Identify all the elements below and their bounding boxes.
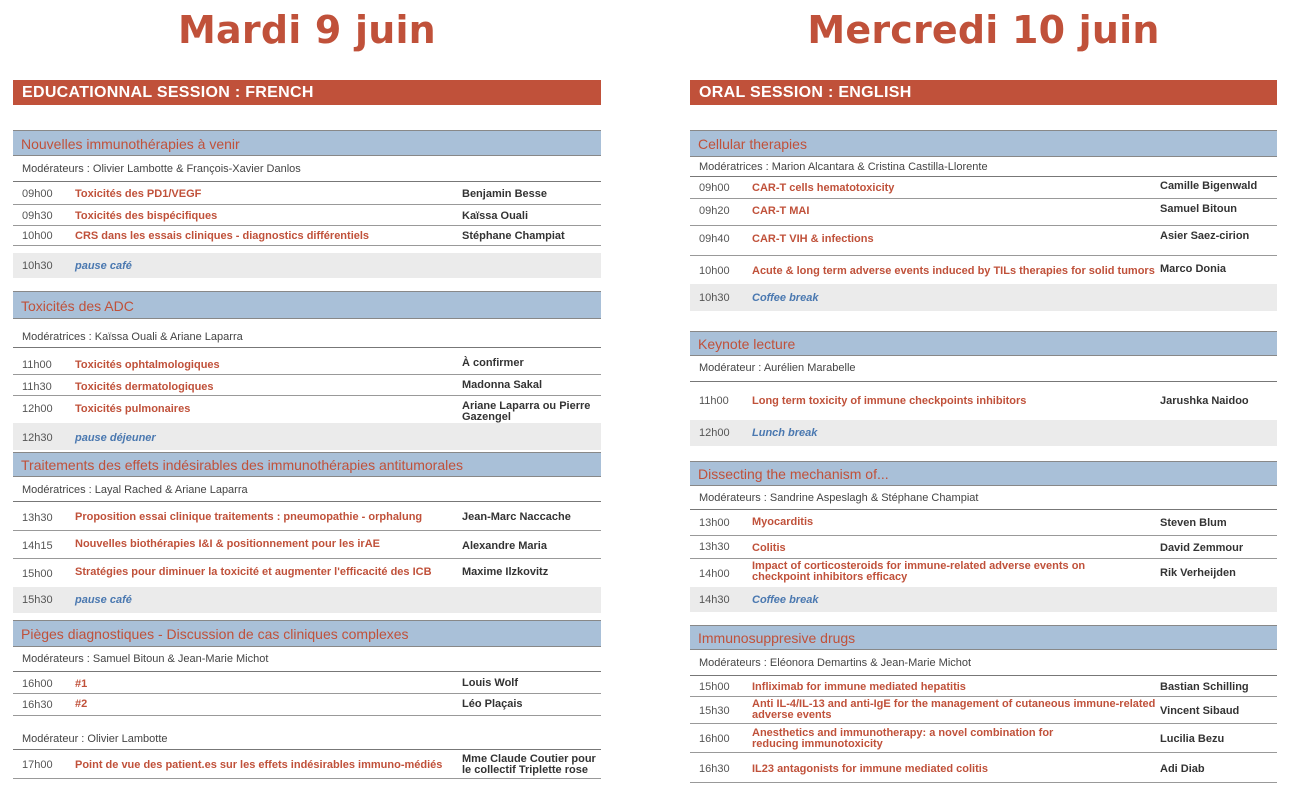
row-time: 15h00 <box>22 568 53 580</box>
session-row <box>690 383 1277 420</box>
row-time: 10h30 <box>699 292 730 304</box>
row-time: 10h00 <box>699 265 730 277</box>
session-row <box>690 753 1277 783</box>
session-row <box>13 375 601 396</box>
session-row <box>690 724 1277 753</box>
row-speaker: Ariane Laparra ou Pierre Gazengel <box>462 400 591 423</box>
session-row <box>690 199 1277 226</box>
day-column-tuesday <box>13 0 601 795</box>
session-row <box>13 531 601 559</box>
row-time: 12h00 <box>699 427 730 439</box>
session-row <box>13 226 601 246</box>
row-time: 13h30 <box>699 541 730 553</box>
row-time: 11h00 <box>22 359 52 371</box>
row-time: 16h00 <box>699 733 730 745</box>
section-header: Toxicités des ADC <box>13 291 601 319</box>
row-title: CAR-T VIH & infections <box>752 233 874 245</box>
row-title: pause café <box>75 260 132 272</box>
row-speaker: Maxime Ilzkovitz <box>462 566 549 578</box>
row-title: CAR-T MAI <box>752 205 810 217</box>
row-speaker: Samuel Bitoun <box>1160 203 1238 215</box>
moderators: Modérateur : Olivier Lambotte <box>13 728 601 750</box>
row-time: 16h30 <box>22 699 53 711</box>
session-row <box>13 205 601 226</box>
row-title: Anesthetics and immunotherapy: a novel combination for reducing immunotoxicity <box>752 727 1054 750</box>
session-banner: ORAL SESSION : ENGLISH <box>690 80 1277 105</box>
row-speaker: Jarushka Naidoo <box>1160 395 1249 407</box>
session-row <box>13 183 601 205</box>
session-row <box>13 353 601 375</box>
row-time: 14h15 <box>22 540 53 552</box>
session-row <box>690 511 1277 536</box>
session-row <box>690 697 1277 724</box>
section-header: Nouvelles immunothérapies à venir <box>13 130 601 156</box>
row-title: Coffee break <box>752 292 819 304</box>
session-row <box>690 677 1277 697</box>
row-title: pause café <box>75 594 132 606</box>
break-row <box>690 587 1277 612</box>
break-row <box>13 253 601 278</box>
row-time: 09h00 <box>22 188 53 200</box>
row-speaker: Steven Blum <box>1160 517 1227 529</box>
moderators: Modérateurs : Olivier Lambotte & François-Xavier Danlos <box>13 157 601 182</box>
row-time: 16h00 <box>22 678 53 690</box>
moderators: Modératrices : Marion Alcantara & Cristina Castilla-Llorente <box>690 158 1277 177</box>
session-row <box>13 559 601 586</box>
row-title: Nouvelles biothérapies I&I & positionnement pour les irAE <box>75 538 380 550</box>
row-speaker: David Zemmour <box>1160 542 1244 554</box>
moderators: Modérateurs : Eléonora Demartins & Jean-Marie Michot <box>690 651 1277 676</box>
row-title: Stratégies pour diminuer la toxicité et augmenter l'efficacité des ICB <box>75 566 432 578</box>
row-time: 09h30 <box>22 210 53 222</box>
row-title: CRS dans les essais cliniques - diagnostics différentiels <box>75 230 370 242</box>
session-row <box>13 396 601 423</box>
row-speaker: Madonna Sakal <box>462 379 543 391</box>
row-speaker: Rik Verheijden <box>1160 567 1236 579</box>
moderators: Modératrices : Kaïssa Ouali & Ariane Laparra <box>13 320 601 348</box>
row-time: 17h00 <box>22 759 53 771</box>
row-speaker: Bastian Schilling <box>1160 681 1249 693</box>
row-title: Toxicités dermatologiques <box>75 381 214 393</box>
row-time: 14h30 <box>699 594 730 606</box>
row-time: 09h00 <box>699 182 730 194</box>
row-speaker: Jean-Marc Naccache <box>462 511 571 523</box>
session-row <box>690 226 1277 256</box>
row-time: 15h30 <box>699 705 730 717</box>
moderators: Modérateurs : Samuel Bitoun & Jean-Marie Michot <box>13 648 601 672</box>
row-speaker: Lucilia Bezu <box>1160 733 1225 745</box>
row-time: 11h00 <box>699 395 729 407</box>
row-title: Toxicités des bispécifiques <box>75 210 218 222</box>
row-time: 15h30 <box>22 594 53 606</box>
session-row <box>690 559 1277 587</box>
section-header: Traitements des effets indésirables des immunothérapies antitumorales <box>13 452 601 477</box>
row-title: Point de vue des patient.es sur les effets indésirables immuno-médiés <box>75 759 443 771</box>
session-banner: EDUCATIONNAL SESSION : FRENCH <box>13 80 601 105</box>
row-title: Coffee break <box>752 594 819 606</box>
break-row <box>13 423 601 450</box>
break-row <box>690 284 1277 311</box>
row-time: 13h30 <box>22 512 53 524</box>
row-title: IL23 antagonists for immune mediated colitis <box>752 763 988 775</box>
row-title: pause déjeuner <box>75 432 156 444</box>
row-speaker: Kaïssa Ouali <box>462 210 529 222</box>
day-title: Mercredi 10 juin <box>807 8 1160 52</box>
session-row <box>13 503 601 531</box>
row-time: 11h30 <box>22 381 52 393</box>
row-time: 16h30 <box>699 763 730 775</box>
row-title: Myocarditis <box>752 516 814 528</box>
session-row <box>690 178 1277 199</box>
row-title: Long term toxicity of immune checkpoints inhibitors <box>752 395 1027 407</box>
session-row <box>690 256 1277 284</box>
section-header: Cellular therapies <box>690 130 1277 157</box>
row-speaker: Camille Bigenwald <box>1160 180 1258 192</box>
row-speaker: Stéphane Champiat <box>462 230 565 242</box>
row-title: Impact of corticosteroids for immune-related adverse events on checkpoint inhibitors efficacy <box>752 560 1086 583</box>
session-row <box>13 694 601 716</box>
row-time: 10h00 <box>22 230 53 242</box>
row-title: Infliximab for immune mediated hepatitis <box>752 681 966 693</box>
section-header: Dissecting the mechanism of... <box>690 461 1277 486</box>
row-speaker: Benjamin Besse <box>462 188 547 200</box>
row-speaker: Alexandre Maria <box>462 540 547 552</box>
row-speaker: Vincent Sibaud <box>1160 705 1240 717</box>
row-time: 15h00 <box>699 681 730 693</box>
section-header: Keynote lecture <box>690 331 1277 356</box>
day-title: Mardi 9 juin <box>178 8 436 52</box>
session-row <box>690 536 1277 559</box>
day-column-wednesday <box>690 0 1277 795</box>
row-title: #2 <box>75 698 88 710</box>
session-row <box>13 673 601 694</box>
row-title: #1 <box>75 678 88 690</box>
row-title: Anti IL-4/IL-13 and anti-IgE for the management of cutaneous immune-related adverse events <box>752 698 1156 721</box>
moderators: Modérateurs : Sandrine Aspeslagh & Stéphane Champiat <box>690 487 1277 510</box>
row-title: Toxicités des PD1/VEGF <box>75 188 202 200</box>
row-title: Acute & long term adverse events induced by TILs therapies for solid tumors <box>752 265 1155 277</box>
row-speaker: Louis Wolf <box>462 677 519 689</box>
row-speaker: Marco Donia <box>1160 263 1227 275</box>
row-title: CAR-T cells hematotoxicity <box>752 182 895 194</box>
row-title: Toxicités pulmonaires <box>75 403 191 415</box>
row-time: 12h30 <box>22 432 53 444</box>
break-row <box>690 420 1277 446</box>
moderators: Modérateur : Aurélien Marabelle <box>690 357 1277 382</box>
row-time: 09h40 <box>699 233 730 245</box>
row-time: 09h20 <box>699 205 730 217</box>
row-speaker: Adi Diab <box>1160 763 1205 775</box>
row-title: Colitis <box>752 542 786 554</box>
section-header: Immunosuppresive drugs <box>690 625 1277 650</box>
row-title: Lunch break <box>752 427 818 439</box>
break-row <box>13 587 601 613</box>
row-time: 13h00 <box>699 517 730 529</box>
row-speaker: Asier Saez-cirion <box>1160 230 1250 242</box>
row-title: Toxicités ophtalmologiques <box>75 359 220 371</box>
row-speaker: Mme Claude Coutier pour le collectif Triplette rose <box>462 753 596 776</box>
moderators: Modératrices : Layal Rached & Ariane Laparra <box>13 478 601 502</box>
row-speaker: À confirmer <box>462 357 524 369</box>
section-header: Pièges diagnostiques - Discussion de cas cliniques complexes <box>13 620 601 647</box>
row-time: 10h30 <box>22 260 53 272</box>
session-row <box>13 751 601 779</box>
row-time: 14h00 <box>699 568 730 580</box>
row-title: Proposition essai clinique traitements : pneumopathie - orphalung <box>75 511 423 523</box>
row-time: 12h00 <box>22 403 53 415</box>
row-speaker: Léo Plaçais <box>462 698 523 710</box>
